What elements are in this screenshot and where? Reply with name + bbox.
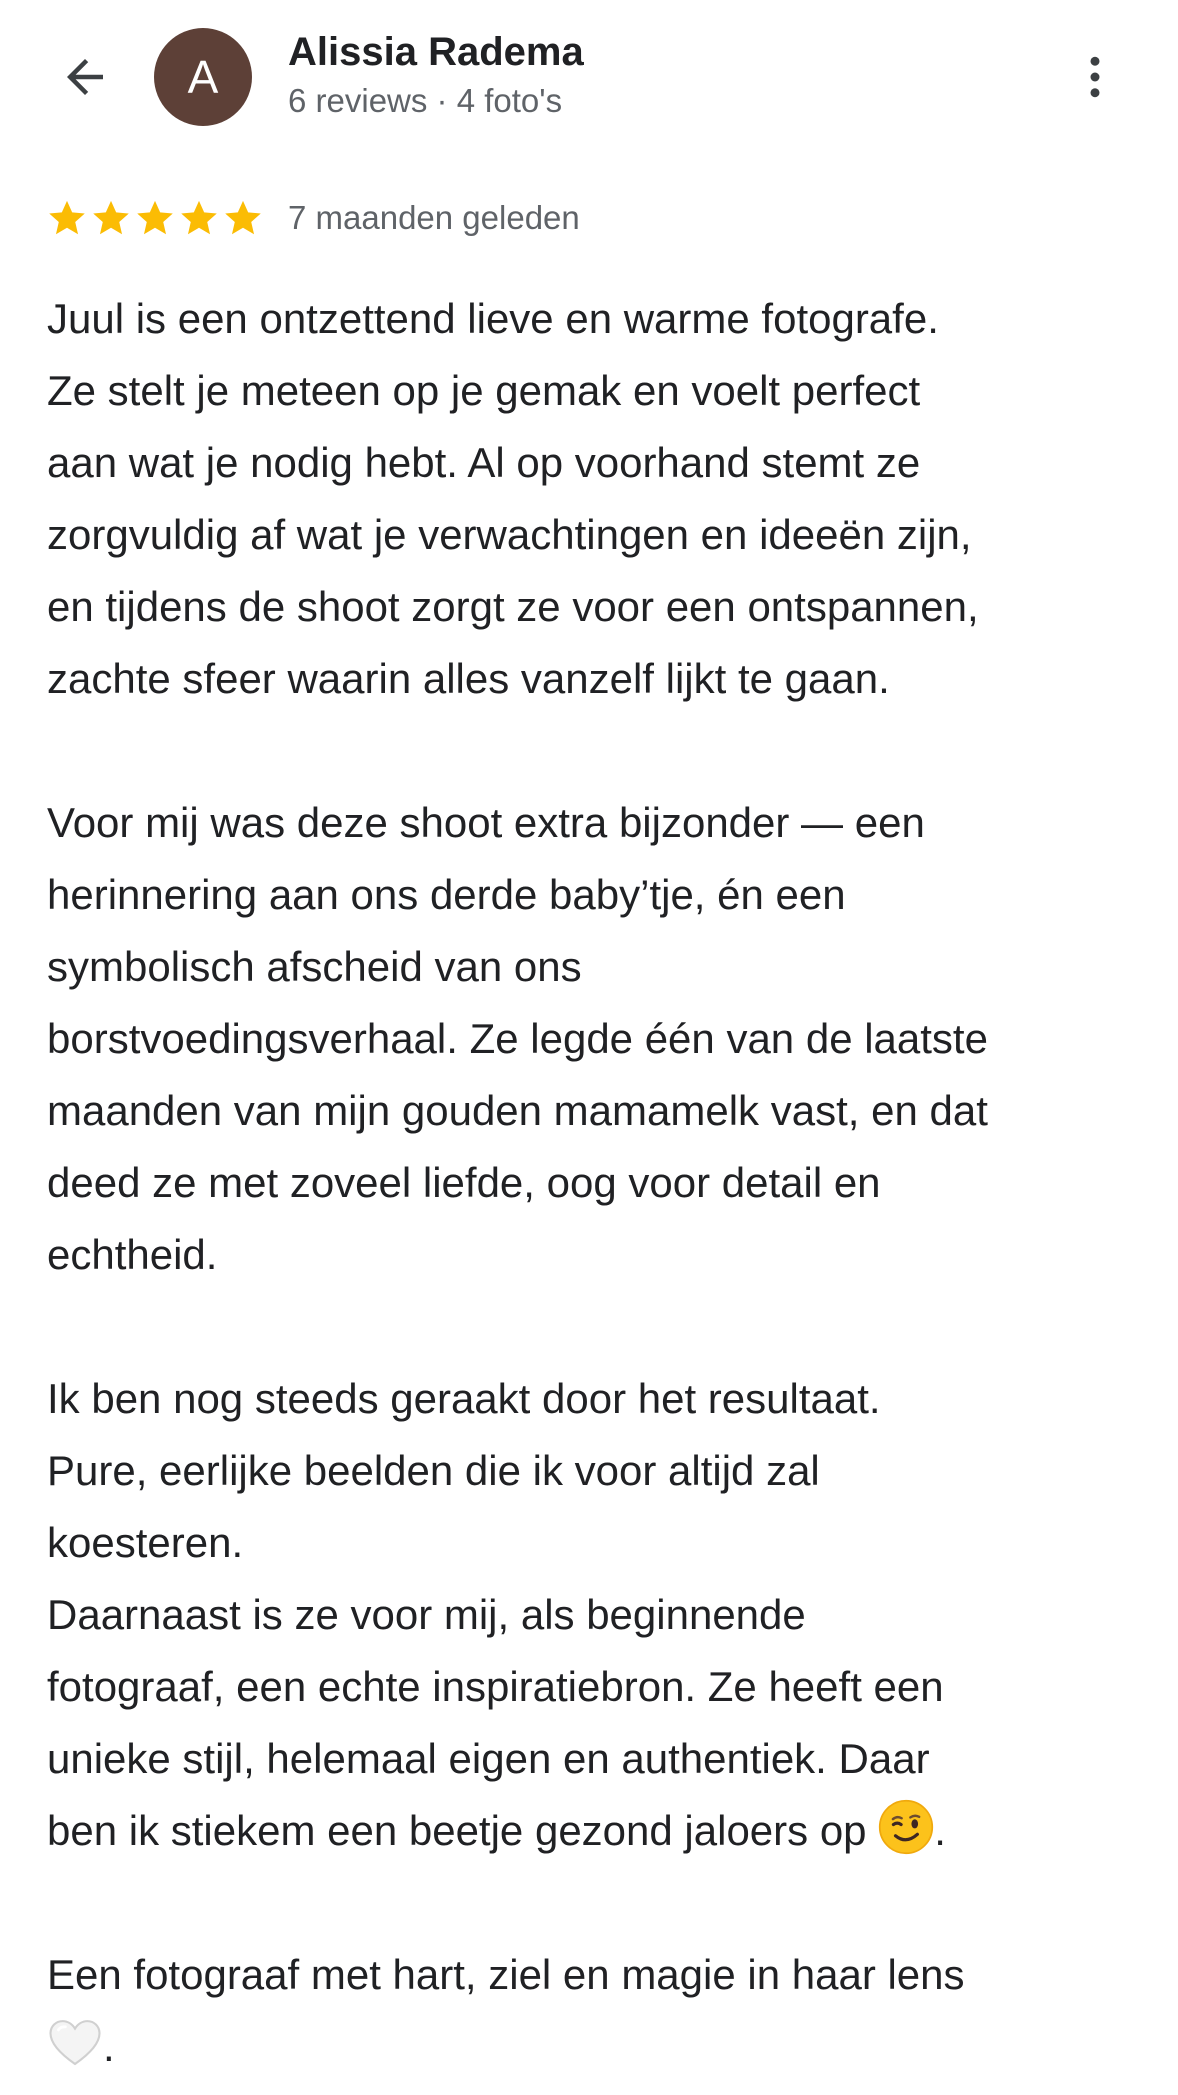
review-date: 7 maanden geleden <box>288 199 580 236</box>
star-icon <box>90 197 132 239</box>
review-paragraph-text: Een fotograaf met hart, ziel en magie in haar lens <box>47 1951 965 1998</box>
arrow-back-icon <box>58 50 112 104</box>
review-header <box>0 0 1178 160</box>
star-icon <box>134 197 176 239</box>
reviewer-name[interactable]: Alissia Radema <box>288 30 584 74</box>
review-paragraph-end: . <box>103 2023 115 2070</box>
star-icon <box>222 197 264 239</box>
review-paragraph: Juul is een ontzettend lieve en warme fotografe. Ze stelt je meteen op je gemak en voelt perfect aan wat je nodig hebt. Al op voorhand stemt ze zorgvuldig af wat je verwachtingen en ideeën zijn, en tijdens de shoot zorgt ze voor een ontspannen, zachte sfeer waarin alles vanzelf lijkt te gaan. <box>47 295 979 702</box>
review-paragraph <box>47 1939 1137 2083</box>
white-heart-icon <box>47 2015 103 2071</box>
back-button[interactable] <box>40 36 130 118</box>
review-paragraph-end: . <box>934 1807 946 1854</box>
review-paragraph-text: Daarnaast is ze voor mij, als beginnende fotograaf, een echte inspiratiebron. Ze heeft een unieke stijl, helemaal eigen en authentiek. Daar ben ik stiekem een beetje gezond jaloers op <box>47 1591 944 1854</box>
review-paragraph: Ik ben nog steeds geraakt door het resultaat. Pure, eerlijke beelden die ik voor altijd zal koesteren. <box>47 1375 881 1566</box>
review-paragraph: Voor mij was deze shoot extra bijzonder — een herinnering aan ons derde baby’tje, én een symbolisch afscheid van ons borstvoedingsverhaal. Ze legde één van de laatste maanden van mijn gouden mamamelk vast, en dat deed ze met zoveel liefde, oog voor detail en echtheid. <box>47 799 988 1278</box>
star-icon <box>178 197 220 239</box>
rating-row <box>46 196 580 240</box>
avatar[interactable] <box>154 28 252 126</box>
review-text <box>47 283 1137 2083</box>
star-rating <box>46 197 264 239</box>
avatar-initial: A <box>187 51 219 103</box>
review-paragraph <box>47 1579 1137 1867</box>
reviewer-meta: 6 reviews · 4 foto's <box>288 82 563 119</box>
star-icon <box>46 197 88 239</box>
more-options-button[interactable] <box>1060 36 1130 118</box>
winking-face-icon <box>878 1799 934 1855</box>
more-vertical-icon <box>1068 50 1122 104</box>
